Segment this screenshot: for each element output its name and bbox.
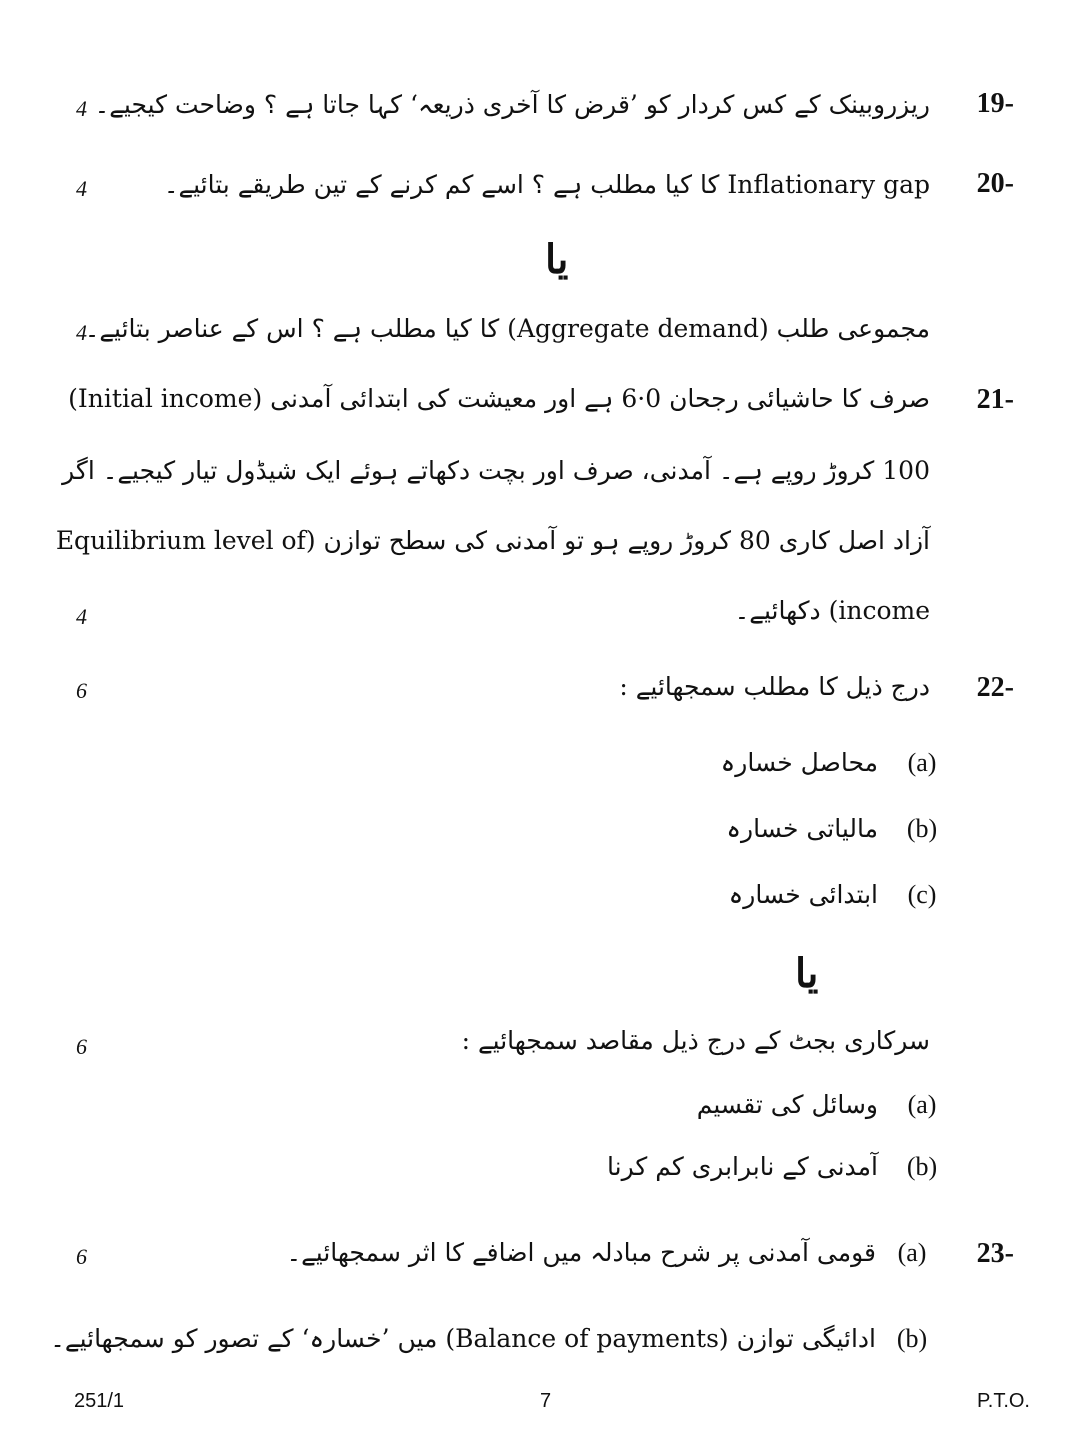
marks-q20-alt: 4 [76,320,87,345]
question-19-text: ریزروبینک کے کس کردار کو ’قرض کا آخری ذریعہ‘ کہا جاتا ہے ؟ وضاحت کیجیے۔ [94,90,930,119]
page-number: 7 [540,1390,552,1412]
question-21-line-2: 100 کروڑ روپے ہے۔ آمدنی، صرف اور بچت دکھاتے ہوئے ایک شیڈول تیار کیجیے۔ اگر [62,456,930,485]
marks-q21: 4 [76,604,87,629]
q22-option-c: (c)ابتدائی خسارہ [728,880,937,909]
question-number-23: 23- [976,1238,1014,1269]
marks-q23: 6 [76,1244,87,1269]
marks-q22: 6 [76,678,87,703]
q22-alt-option-a: (a)وسائل کی تقسیم [696,1090,937,1119]
question-number-21: 21- [976,384,1014,415]
marks-q22-alt: 6 [76,1034,87,1059]
question-20-text: Inflationary gap کا کیا مطلب ہے ؟ اسے کم کرنے کے تین طریقے بتائیے۔ [163,170,930,199]
or-separator: یا [545,236,569,283]
please-turn-over: P.T.O. [977,1390,1030,1412]
question-21-line-4: income) دکھائیے۔ [734,596,930,625]
question-21-line-1: صرف کا حاشیائی رجحان 0·6 ہے اور معیشت کی ابتدائی آمدنی (Initial income) [68,384,930,413]
marks-q20: 4 [76,176,87,201]
question-20-alt-text: مجموعی طلب (Aggregate demand) کا کیا مطلب ہے ؟ اس کے عناصر بتائیے۔ [84,314,930,343]
paper-code: 251/1 [74,1390,125,1412]
marks-q19: 4 [76,96,87,121]
question-number-22: 22- [976,672,1014,703]
question-22-alt-text: سرکاری بجٹ کے درج ذیل مقاصد سمجھائیے : [461,1026,930,1055]
q23-part-a: (a)قومی آمدنی پر شرح مبادلہ میں اضافے کا اثر سمجھائیے۔ [286,1238,927,1267]
q22-option-b: (b)مالیاتی خسارہ [726,814,938,843]
or-separator: یا [795,950,819,997]
question-number-20: 20- [976,168,1014,199]
question-number-19: 19- [976,88,1014,119]
q22-option-a: (a)محاصل خسارہ [720,748,937,777]
question-21-line-3: آزاد اصل کاری 80 کروڑ روپے ہو تو آمدنی کی سطح توازن (Equilibrium level of [55,526,930,555]
q22-alt-option-b: (b)آمدنی کے نابرابری کم کرنا [607,1152,938,1181]
question-22-text: درج ذیل کا مطلب سمجھائیے : [619,672,930,701]
q23-part-b: (b)ادائیگی توازن (Balance of payments) میں ’خسارہ‘ کے تصور کو سمجھائیے۔ [50,1324,928,1353]
